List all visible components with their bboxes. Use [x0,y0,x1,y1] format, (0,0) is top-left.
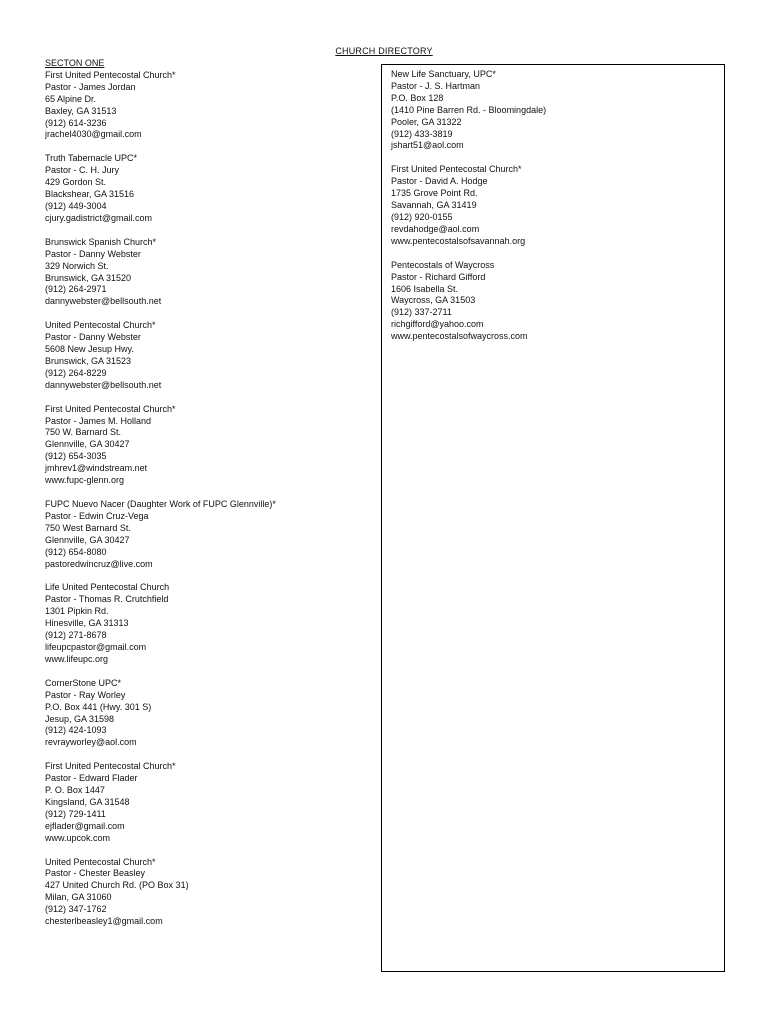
church-name: First United Pentecostal Church* [45,403,176,414]
church-detail-line: 1735 Grove Point Rd. [391,188,478,199]
church-detail-line: Blackshear, GA 31516 [45,189,135,200]
church-detail-line: Pastor - Edwin Cruz-Vega [45,510,149,521]
church-detail-line: www.pentecostalsofwaycross.com [391,331,528,342]
church-detail-line: (912) 271-8678 [45,630,107,641]
church-detail-line: Pastor - Danny Webster [45,248,141,259]
church-detail-line: jmhrev1@windstream.net [45,463,148,474]
church-detail-line: (912) 347-1762 [45,904,107,915]
church-detail-line: Pastor - James M. Holland [45,415,152,426]
church-detail-line: Pastor - David A. Hodge [391,176,488,187]
church-detail-line: www.pentecostalsofsavannah.org [391,235,526,246]
church-name: Life United Pentecostal Church [45,582,170,593]
church-entry [391,164,724,247]
church-detail-line: Pastor - Danny Webster [45,332,141,343]
church-detail-line: (912) 614-3236 [45,117,107,128]
church-detail-line: (912) 449-3004 [45,200,107,211]
church-entry [45,70,375,141]
church-name: First United Pentecostal Church* [45,761,176,772]
church-entry [45,153,375,224]
church-name: United Pentecostal Church* [45,320,156,331]
church-name: United Pentecostal Church* [45,856,156,867]
church-detail-line: (912) 729-1411 [45,808,106,819]
church-entry [45,237,375,308]
church-name: First United Pentecostal Church* [45,69,176,80]
church-detail-line: (912) 433-3819 [391,128,453,139]
church-detail-line: P.O. Box 441 (Hwy. 301 S) [45,701,152,712]
church-detail-line: Brunswick, GA 31520 [45,272,132,283]
church-detail-line: Hinesville, GA 31313 [45,618,129,629]
church-detail-line: Pastor - C. H. Jury [45,165,120,176]
section-heading: SECTON ONE [45,58,105,68]
church-detail-line: 1301 Pipkin Rd. [45,606,109,617]
church-detail-line: 329 Norwich St. [45,260,109,271]
church-detail-line: (912) 264-8229 [45,367,107,378]
church-detail-line: Pooler, GA 31322 [391,116,462,127]
left-column [45,58,375,940]
church-entry [45,678,375,749]
church-detail-line: cjury.gadistrict@gmail.com [45,212,152,223]
church-detail-line: (912) 654-8080 [45,546,107,557]
church-detail-line: Milan, GA 31060 [45,892,112,903]
church-detail-line: www.upcok.com [45,832,111,843]
church-name: CornerStone UPC* [45,677,122,688]
church-detail-line: (912) 337-2711 [391,307,452,318]
church-detail-line: 1606 Isabella St. [391,283,459,294]
church-detail-line: 65 Alpine Dr. [45,93,97,104]
church-detail-line: (912) 654-3035 [45,451,107,462]
church-detail-line: www.fupc-glenn.org [45,475,125,486]
church-detail-line: Pastor - Edward Flader [45,773,138,784]
church-detail-line: richgifford@yahoo.com [391,319,484,330]
church-detail-line: dannywebster@bellsouth.net [45,379,162,390]
church-detail-line: 429 Gordon St. [45,177,107,188]
church-detail-line: Pastor - Thomas R. Crutchfield [45,594,169,605]
church-detail-line: Brunswick, GA 31523 [45,355,132,366]
church-name: FUPC Nuevo Nacer (Daughter Work of FUPC Glennville)* [45,499,276,509]
right-column-box [381,64,725,972]
left-entry-list [45,70,375,928]
church-name: First United Pentecostal Church* [391,164,522,175]
church-entry [391,260,724,343]
church-detail-line: Jesup, GA 31598 [45,713,115,724]
church-detail-line: Pastor - Richard Gifford [391,271,486,282]
church-detail-line: revrayworley@aol.com [45,737,137,748]
church-entry [45,761,375,844]
page-title: CHURCH DIRECTORY [335,46,433,56]
church-detail-line: Pastor - Ray Worley [45,689,126,700]
church-detail-line: jrachel4030@gmail.com [45,129,142,140]
church-detail-line: P. O. Box 1447 [45,785,105,796]
church-entry [391,69,724,152]
church-name: Pentecostals of Waycross [391,259,495,270]
church-detail-line: ejflader@gmail.com [45,820,125,831]
church-detail-line: Baxley, GA 31513 [45,105,117,116]
church-detail-line: 750 W. Barnard St. [45,427,122,438]
church-name: Brunswick Spanish Church* [45,236,157,247]
church-detail-line: jshart51@aol.com [391,140,464,151]
church-entry [45,499,375,570]
church-name: New Life Sanctuary, UPC* [391,69,496,79]
church-entry [45,404,375,487]
church-detail-line: www.lifeupc.org [45,653,109,664]
church-detail-line: Savannah, GA 31419 [391,200,477,211]
church-detail-line: 5608 New Jesup Hwy. [45,344,134,355]
church-detail-line: Kingsland, GA 31548 [45,796,130,807]
church-entry [45,582,375,665]
church-detail-line: (1410 Pine Barren Rd. - Bloomingdale) [391,104,547,115]
church-detail-line: Pastor - Chester Beasley [45,868,146,879]
church-detail-line: Pastor - James Jordan [45,81,136,92]
church-detail-line: 427 United Church Rd. (PO Box 31) [45,880,189,891]
church-detail-line: 750 West Barnard St. [45,522,131,533]
church-entry [45,320,375,391]
church-detail-line: pastoredwincruz@live.com [45,558,153,569]
church-detail-line: chesterlbeasley1@gmail.com [45,916,163,927]
church-detail-line: Pastor - J. S. Hartman [391,80,481,91]
church-detail-line: (912) 424-1093 [45,725,107,736]
right-entry-list [391,69,724,343]
church-entry [45,857,375,928]
church-detail-line: (912) 264-2971 [45,284,107,295]
church-detail-line: dannywebster@bellsouth.net [45,296,162,307]
church-detail-line: P.O. Box 128 [391,92,444,103]
church-detail-line: lifeupcpastor@gmail.com [45,641,147,652]
church-detail-line: Waycross, GA 31503 [391,295,476,306]
church-name: Truth Tabernacle UPC* [45,153,138,164]
church-detail-line: Glennville, GA 30427 [45,439,130,450]
church-detail-line: revdahodge@aol.com [391,223,480,234]
church-detail-line: (912) 920-0155 [391,211,453,222]
church-detail-line: Glennville, GA 30427 [45,534,130,545]
